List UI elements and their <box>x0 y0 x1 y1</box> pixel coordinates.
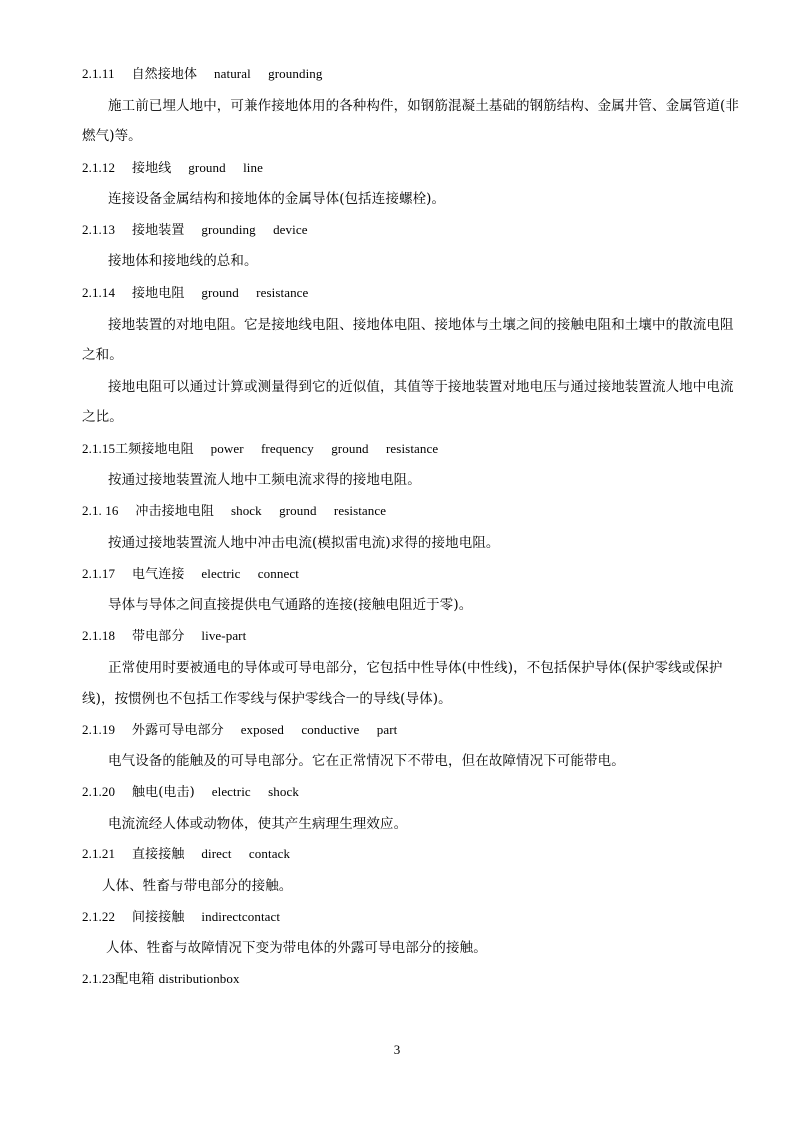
definition-line: 施工前已埋人地中，可兼作接地体用的各种构件，如钢筋混凝土基础的钢筋结构、金属井管、金属管道(非 <box>108 98 739 114</box>
term-chinese: 触电(电击) <box>132 785 195 800</box>
term-number: 2.1.19 <box>82 722 116 737</box>
term-english: electric connect <box>201 566 299 581</box>
term-english: distributionbox <box>158 971 240 986</box>
term-number: 2.1.22 <box>82 909 116 924</box>
term-number: 2.1.17 <box>82 566 116 581</box>
term-english: power frequency ground resistance <box>210 441 439 456</box>
term-heading <box>82 843 290 865</box>
term-number: 2.1.23 <box>82 971 116 986</box>
term-chinese: 接地电阻 <box>132 286 185 301</box>
term-chinese: 外露可导电部分 <box>132 723 224 738</box>
definition-line: 人体、牲畜与故障情况下变为带电体的外露可导电部分的接触。 <box>106 940 487 956</box>
term-heading <box>82 781 299 803</box>
term-english: exposed conductive part <box>240 722 398 737</box>
definition-line: 电气设备的能触及的可导电部分。它在正常情况下不带电，但在故障情况下可能带电。 <box>108 753 625 769</box>
definition-line: 连接设备金属结构和接地体的金属导体(包括连接螺栓)。 <box>108 191 446 207</box>
definition-line: 接地体和接地线的总和。 <box>108 253 258 269</box>
term-english: ground resistance <box>201 285 309 300</box>
definition-line: 接地电阻可以通过计算或测量得到它的近似值，其值等于接地装置对地电压与通过接地装置流人地中电流 <box>108 379 734 395</box>
definition-line: 人体、牲畜与带电部分的接触。 <box>102 878 293 894</box>
definition-line: 电流流经人体或动物体，使其产生病理生理效应。 <box>108 816 408 832</box>
term-chinese: 直接接触 <box>132 847 185 862</box>
term-english: live-part <box>201 628 247 643</box>
term-english: indirectcontact <box>201 909 281 924</box>
term-chinese: 配电箱 <box>115 972 155 987</box>
definition-line: 线)，按惯例也不包括工作零线与保护零线合一的导线(导体)。 <box>82 691 452 707</box>
term-number: 2.1.13 <box>82 222 116 237</box>
definition-line: 之比。 <box>82 409 123 425</box>
definition-line: 导体与导体之间直接提供电气通路的连接(接触电阻近于零)。 <box>108 597 473 613</box>
term-number: 2.1.15 <box>82 441 116 456</box>
term-heading <box>82 63 323 85</box>
term-heading <box>82 438 438 460</box>
term-heading <box>82 719 397 741</box>
term-heading <box>82 625 246 647</box>
term-chinese: 间接接触 <box>132 910 185 925</box>
term-number: 2.1.11 <box>82 66 115 81</box>
term-chinese: 电气连接 <box>132 567 185 582</box>
term-heading <box>82 282 308 304</box>
term-english: shock ground resistance <box>230 503 387 518</box>
term-heading <box>82 500 386 522</box>
definition-line: 按通过接地装置流人地中冲击电流(模拟雷电流)求得的接地电阻。 <box>108 535 500 551</box>
term-heading <box>82 157 263 179</box>
term-english: natural grounding <box>214 66 323 81</box>
term-english: direct contack <box>201 846 291 861</box>
term-heading <box>82 968 240 990</box>
definition-line: 燃气)等。 <box>82 128 142 144</box>
term-number: 2.1.21 <box>82 846 116 861</box>
term-chinese: 接地线 <box>132 161 172 176</box>
definition-line: 接地装置的对地电阻。它是接地线电阻、接地体电阻、接地体与土壤之间的接触电阻和土壤中的散流电阻 <box>108 317 734 333</box>
term-chinese: 接地装置 <box>132 223 185 238</box>
term-number: 2.1.20 <box>82 784 116 799</box>
term-number: 2.1.12 <box>82 160 116 175</box>
definition-line: 按通过接地装置流人地中工频电流求得的接地电阻。 <box>108 472 421 488</box>
term-heading <box>82 219 308 241</box>
term-chinese: 自然接地体 <box>131 67 198 82</box>
page-number: 3 <box>393 1042 401 1057</box>
term-chinese: 工频接地电阻 <box>115 442 194 457</box>
term-english: ground line <box>188 160 263 175</box>
term-number: 2.1.18 <box>82 628 116 643</box>
term-heading <box>82 906 280 928</box>
term-number: 2.1.14 <box>82 285 116 300</box>
definition-line: 正常使用时要被通电的导体或可导电部分，它包括中性导体(中性线)，不包括保护导体(保护零线或保护 <box>108 660 723 676</box>
term-chinese: 带电部分 <box>132 629 185 644</box>
term-english: electric shock <box>211 784 299 799</box>
term-english: grounding device <box>201 222 308 237</box>
term-heading <box>82 563 299 585</box>
term-number: 2.1. 16 <box>82 503 119 518</box>
term-chinese: 冲击接地电阻 <box>135 504 214 519</box>
definition-line: 之和。 <box>82 347 123 363</box>
